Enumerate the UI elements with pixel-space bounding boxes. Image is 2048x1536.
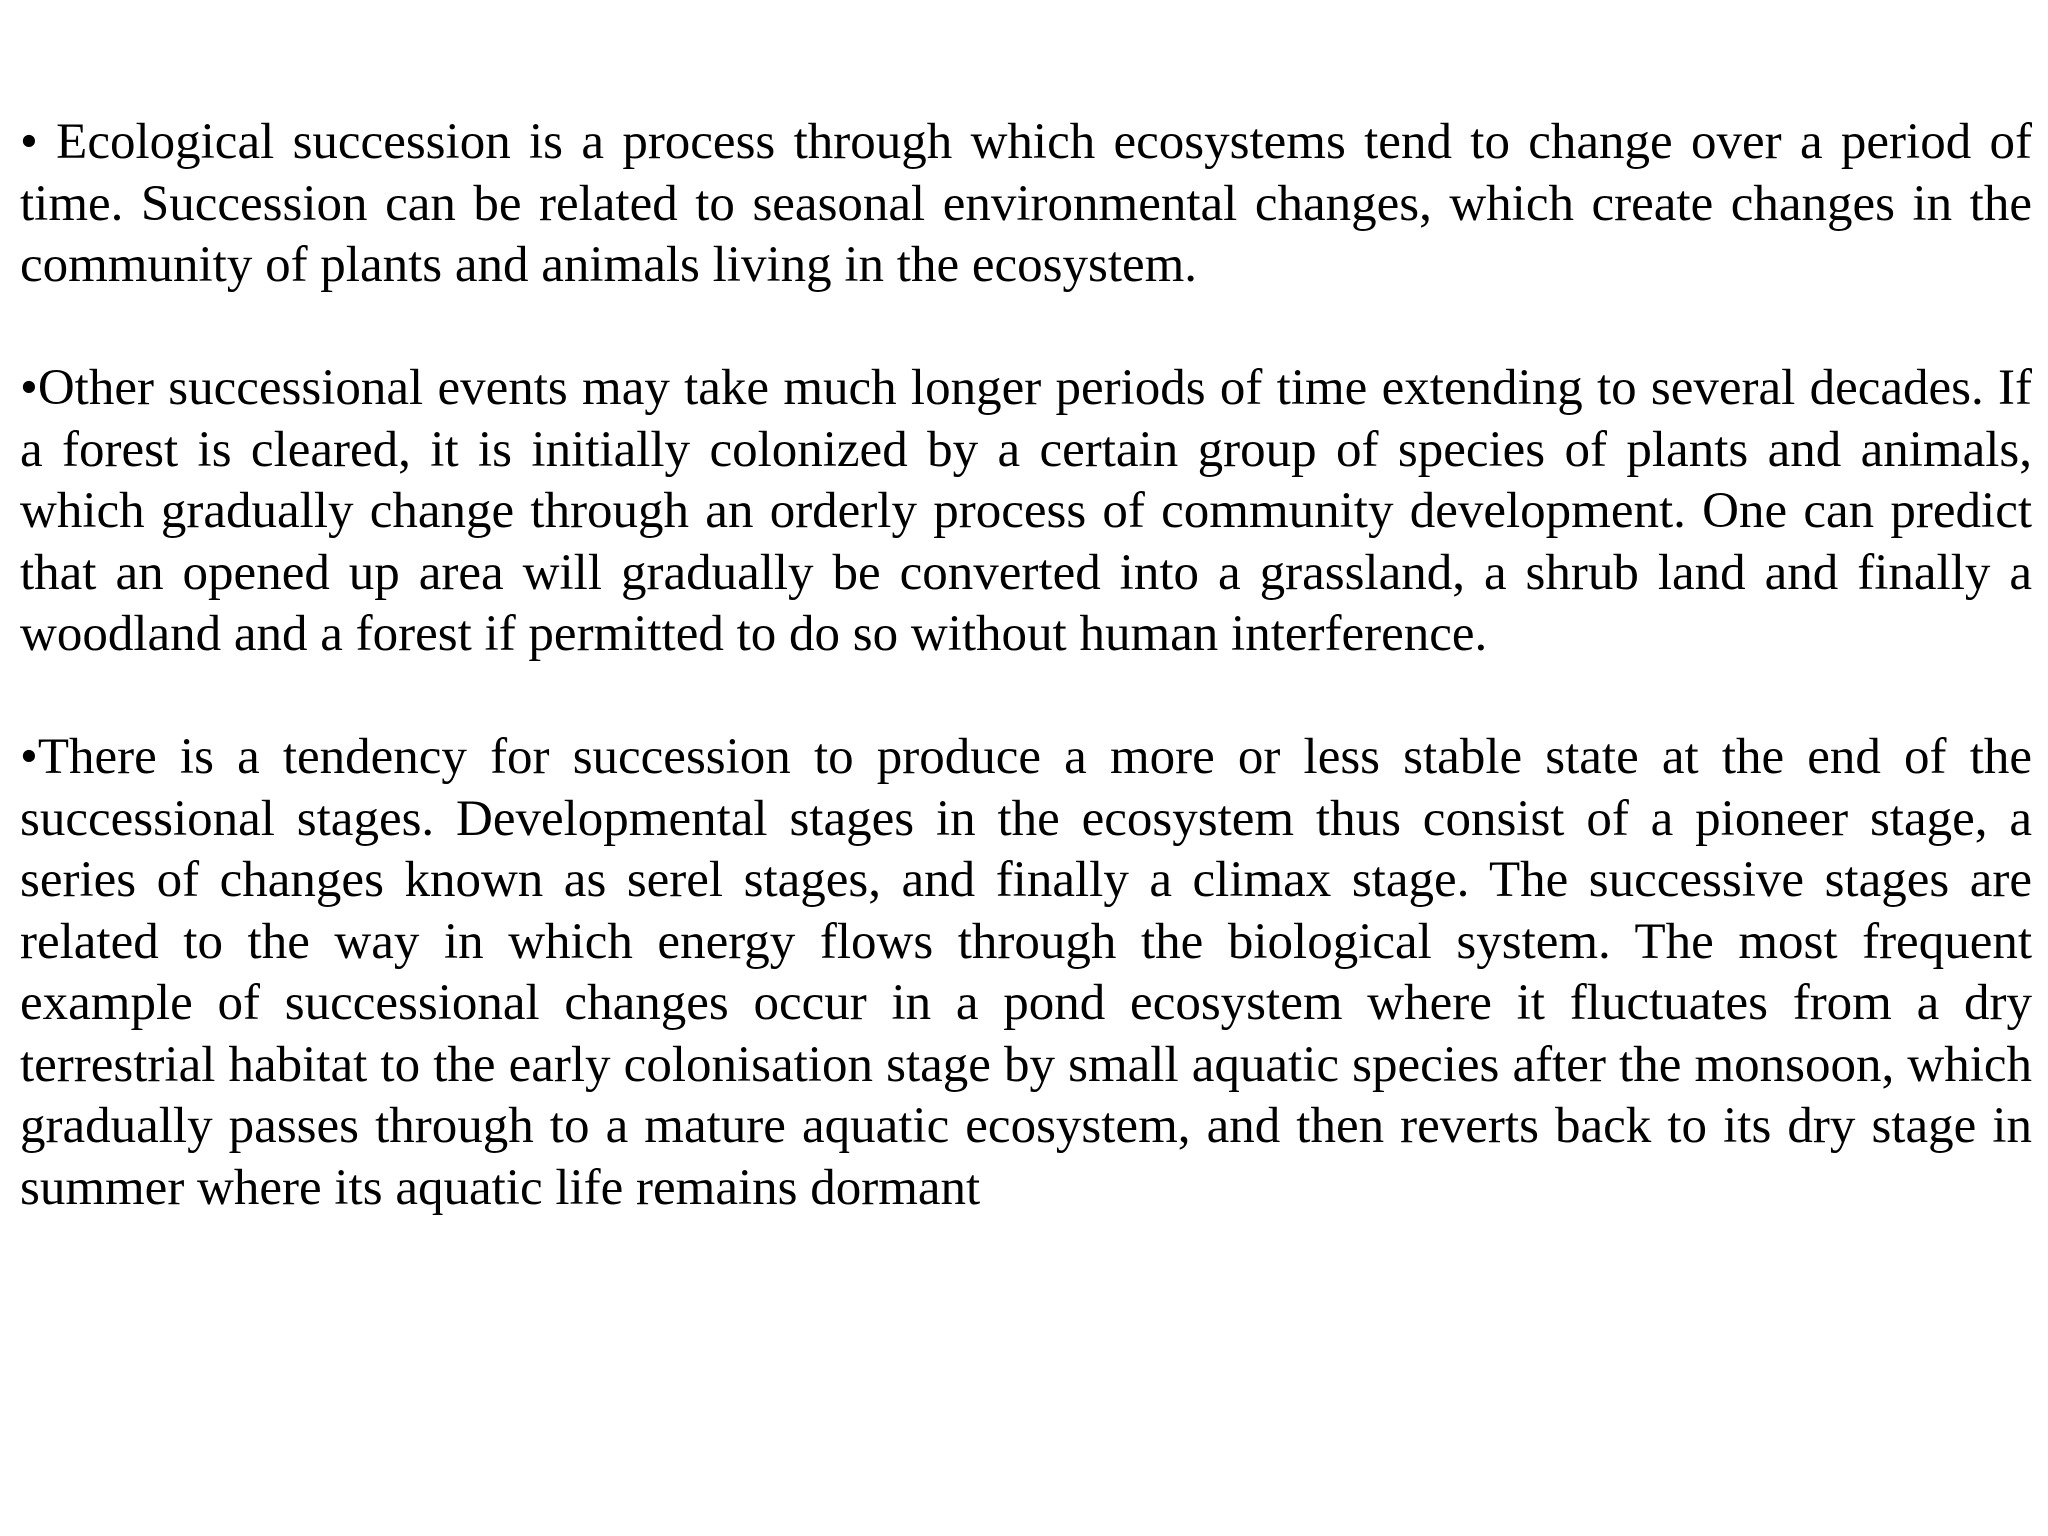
- paragraph-stable-state: •There is a tendency for succession to produce a more or less stable state at the end of the successional stages. Developmental stages in the ecosystem thus consist of a pioneer stage, a series of changes known as serel stages, and finally a climax stage. The successive stages are related to the way in which energy flows through the biological system. The most frequent example of successional changes occur in a pond ecosystem where it fluctuates from a dry terrestrial habitat to the early colonisation stage by small aquatic species after the monsoon, which gradually passes through to a mature aquatic ecosystem, and then reverts back to its dry stage in summer where its aquatic life remains dormant: [20, 729, 2032, 1216]
- slide-body: [20, 112, 2032, 1281]
- paragraph-successional-events: •Other successional events may take much longer periods of time extending to several decades. If a forest is cleared, it is initially colonized by a certain group of species of plants and animals, which gradually change through an orderly process of community development. One can predict that an opened up area will gradually be converted into a grassland, a shrub land and finally a woodland and a forest if permitted to do so without human interference.: [20, 360, 2032, 662]
- paragraph-ecological-succession: • Ecological succession is a process through which ecosystems tend to change over a period of time. Succession can be related to seasonal environmental changes, which create changes in the community of plants and animals living in the ecosystem.: [20, 114, 2032, 293]
